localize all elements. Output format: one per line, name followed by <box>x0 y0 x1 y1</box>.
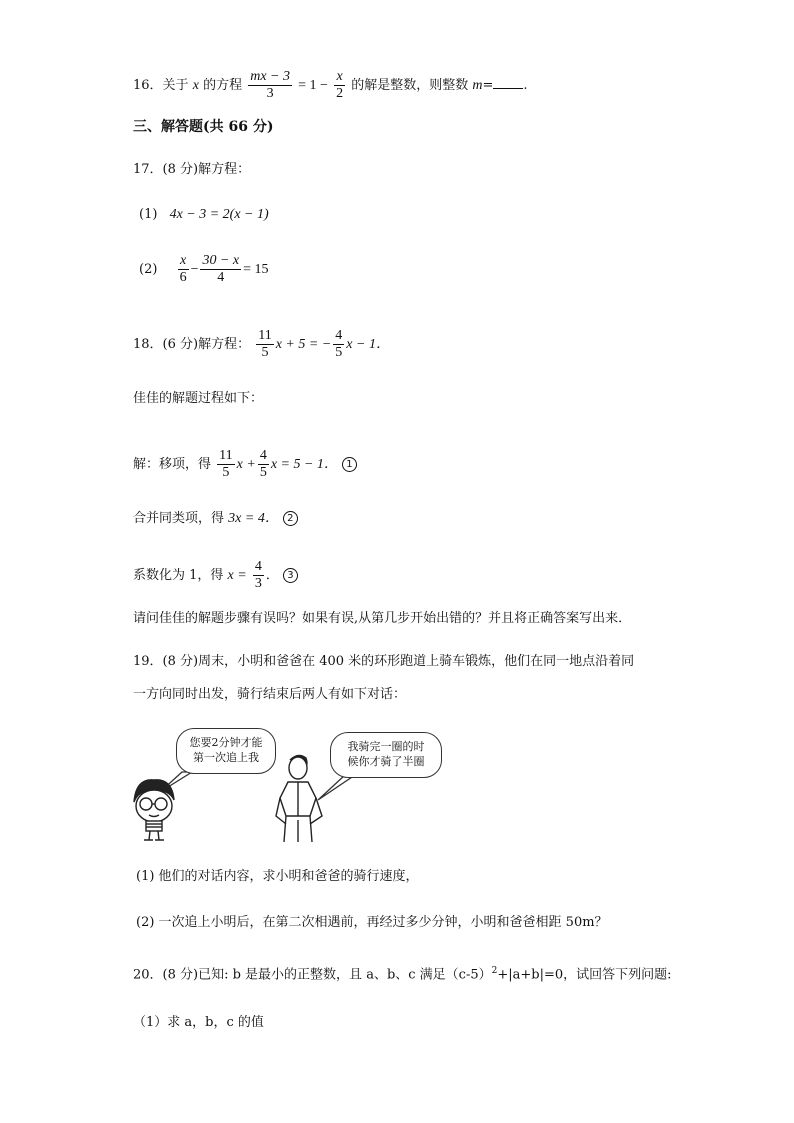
q18-step1: 解：移项，得 $\frac{11}{5}$ x + $\frac{4}{5}$ x = 5 − 1． 1 <box>133 448 357 481</box>
q19-part2: (2) 一次追上小明后，在第二次相遇前，再经过多少分钟，小明和爸爸相距 50m？ <box>136 915 608 930</box>
q18-question: 请问佳佳的解题步骤有误吗？如果有误,从第几步开始出错的？并且将正确答案写出来． <box>133 611 632 626</box>
step-marker-1: 1 <box>342 457 357 472</box>
boy-figure <box>134 780 174 840</box>
q16-fraction-1: $\frac{mx - 3}{3}$ <box>250 69 290 101</box>
q19-line2: 一方向同时出发，骑行结束后两人有如下对话： <box>133 687 407 702</box>
step-marker-3: 3 <box>283 568 298 583</box>
q16: 16．关于 x 的方程 $\frac{mx - 3}{3}$ = 1 − $\frac{x}{2}$ 的解是整数，则整数 m= . <box>133 69 528 101</box>
q19-part1: (1) 他们的对话内容，求小明和爸爸的骑行速度， <box>136 869 419 884</box>
speech-bubble-left: 您要2分钟才能 第一次追上我 <box>176 728 276 774</box>
q17-heading: 17．(8 分)解方程： <box>133 162 251 177</box>
answer-blank[interactable] <box>493 75 523 89</box>
section-title: 三、解答题(共 66 分) <box>133 119 274 135</box>
q19-line1: 19．(8 分)周末，小明和爸爸在 400 米的环形跑道上骑车锻炼，他们在同一地点沿着同 <box>133 654 635 669</box>
q17-part2: (2) $\frac{x}{6}$ − $\frac{30 - x}{4}$ = 15 <box>139 253 269 285</box>
q17-part1: (1) 4x − 3 = 2(x − 1) <box>139 207 269 222</box>
father-figure <box>276 755 322 842</box>
q20-line: 20．(8 分)已知: b 是最小的正整数，且 a、b、c 满足$(c-5)^2+|a+b|=0$，试回答下列问题: <box>133 966 672 983</box>
speech-bubble-right: 我骑完一圈的时 候你才骑了半圈 <box>330 732 442 778</box>
dialogue-illustration <box>130 720 450 845</box>
q18-step2: 合并同类项，得 3x = 4． 2 <box>133 510 298 528</box>
q16-fraction-2: $\frac{x}{2}$ <box>336 69 344 101</box>
q20-part1: （1）求 a，b，c 的值 <box>133 1015 264 1030</box>
q18-intro: 佳佳的解题过程如下： <box>133 391 264 406</box>
q16-number: 16． <box>133 78 163 93</box>
q18-step3: 系数化为 1，得 x = $\frac{4}{3}$ ． 3 <box>133 559 298 592</box>
q18-heading: 18．(6 分)解方程： $\frac{11}{5}$ x + 5 = − $\frac{4}{5}$ x − 1． <box>133 328 390 360</box>
step-marker-2: 2 <box>283 511 298 526</box>
